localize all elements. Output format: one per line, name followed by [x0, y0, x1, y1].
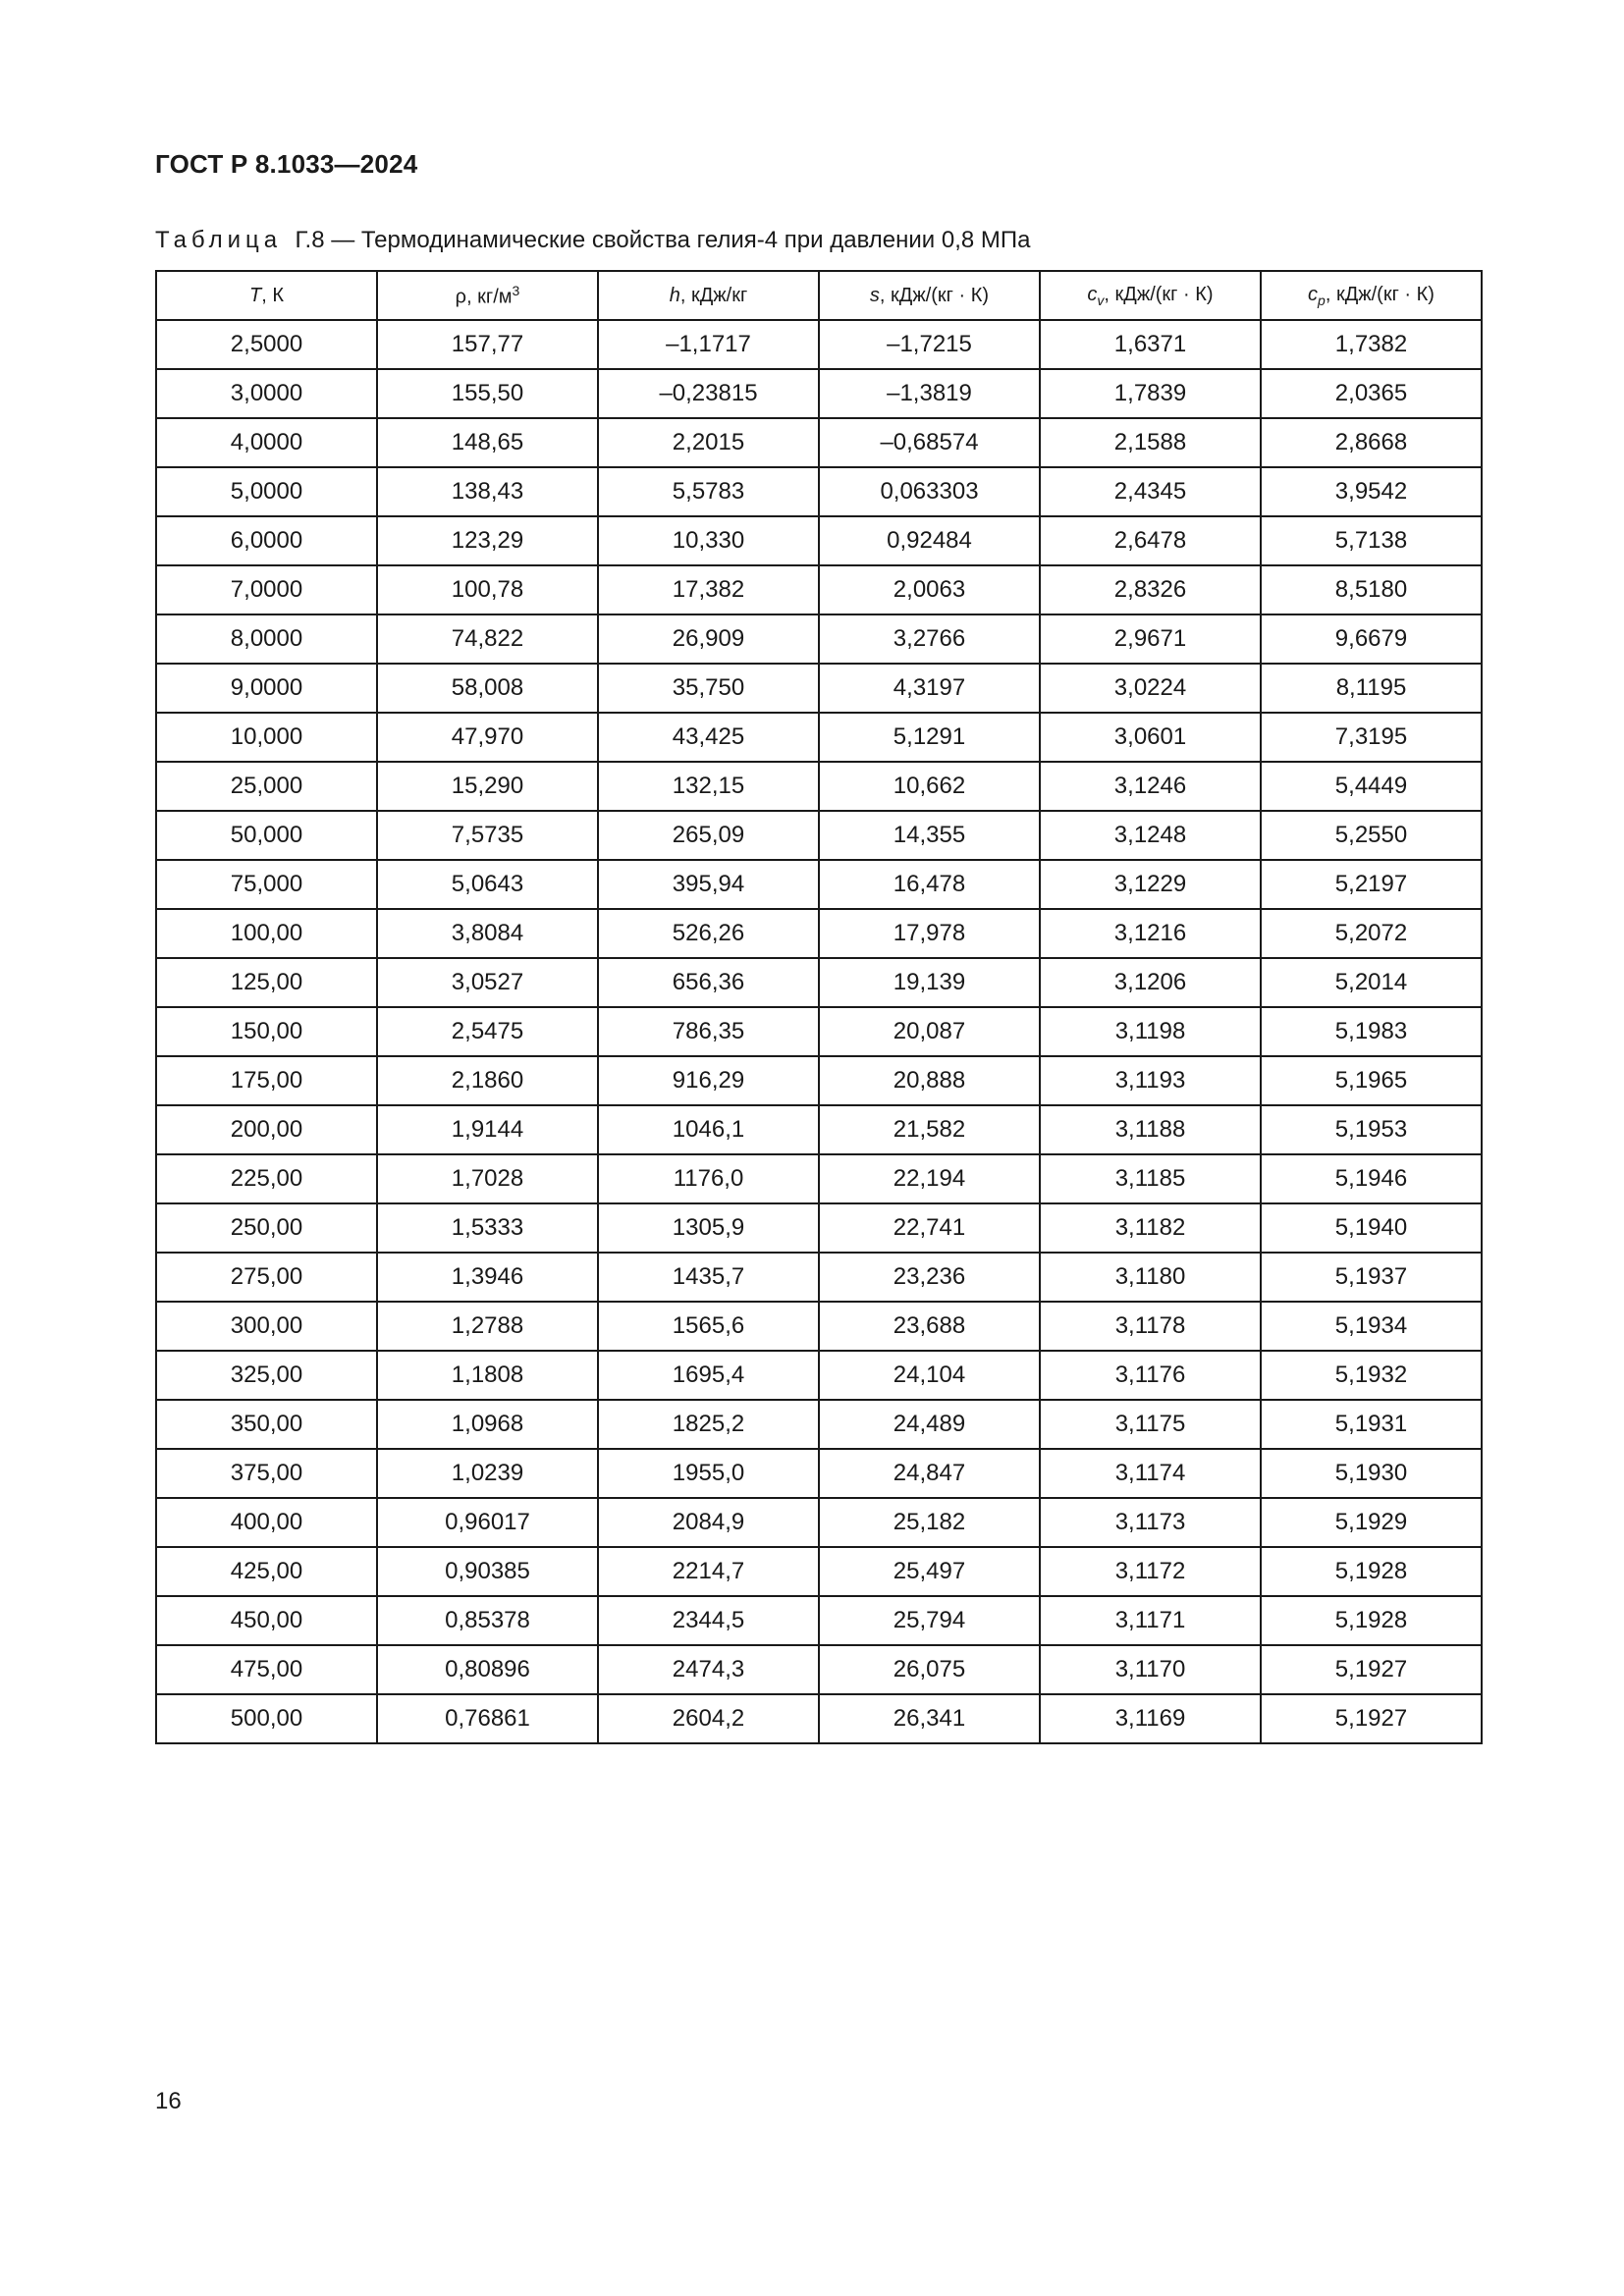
cell-enthalpy: 132,15: [598, 762, 819, 811]
cell-enthalpy: 1435,7: [598, 1253, 819, 1302]
cell-entropy: 0,063303: [819, 467, 1040, 516]
cell-density: 123,29: [377, 516, 598, 565]
cell-cv: 3,1172: [1040, 1547, 1261, 1596]
cell-enthalpy: 1046,1: [598, 1105, 819, 1154]
cell-cv: 2,4345: [1040, 467, 1261, 516]
cell-enthalpy: 1695,4: [598, 1351, 819, 1400]
cell-temperature: 125,00: [156, 958, 377, 1007]
cell-temperature: 8,0000: [156, 614, 377, 664]
cell-entropy: 23,688: [819, 1302, 1040, 1351]
cell-temperature: 200,00: [156, 1105, 377, 1154]
cell-cp: 2,8668: [1261, 418, 1482, 467]
cell-temperature: 150,00: [156, 1007, 377, 1056]
cell-entropy: 14,355: [819, 811, 1040, 860]
cell-cv: 3,1185: [1040, 1154, 1261, 1203]
cell-density: 7,5735: [377, 811, 598, 860]
cell-entropy: 17,978: [819, 909, 1040, 958]
cell-cp: 3,9542: [1261, 467, 1482, 516]
cell-entropy: 25,794: [819, 1596, 1040, 1645]
cell-temperature: 250,00: [156, 1203, 377, 1253]
cell-density: 157,77: [377, 320, 598, 369]
page-number: 16: [155, 2088, 182, 2114]
cell-enthalpy: 1955,0: [598, 1449, 819, 1498]
cell-entropy: 22,741: [819, 1203, 1040, 1253]
cell-enthalpy: –0,23815: [598, 369, 819, 418]
cell-density: 0,96017: [377, 1498, 598, 1547]
cell-cv: 3,1188: [1040, 1105, 1261, 1154]
cell-entropy: 24,104: [819, 1351, 1040, 1400]
cell-temperature: 10,000: [156, 713, 377, 762]
cell-entropy: 19,139: [819, 958, 1040, 1007]
cell-density: 0,90385: [377, 1547, 598, 1596]
thermo-properties-table: [155, 270, 1483, 1744]
table-row: [156, 1547, 1482, 1596]
table-row: [156, 1007, 1482, 1056]
cell-cv: 3,1193: [1040, 1056, 1261, 1105]
table-row: [156, 1203, 1482, 1253]
cell-temperature: 425,00: [156, 1547, 377, 1596]
cell-entropy: 16,478: [819, 860, 1040, 909]
cell-entropy: 26,075: [819, 1645, 1040, 1694]
table-row: [156, 958, 1482, 1007]
cell-enthalpy: 1565,6: [598, 1302, 819, 1351]
cell-cp: 5,2014: [1261, 958, 1482, 1007]
table-row: [156, 909, 1482, 958]
table-row: [156, 1154, 1482, 1203]
cell-cv: 3,1206: [1040, 958, 1261, 1007]
cell-temperature: 3,0000: [156, 369, 377, 418]
cell-temperature: 5,0000: [156, 467, 377, 516]
cell-cv: 3,0601: [1040, 713, 1261, 762]
column-header-enthalpy: h, кДж/кг: [598, 271, 819, 320]
cell-entropy: –0,68574: [819, 418, 1040, 467]
cell-cp: 5,2550: [1261, 811, 1482, 860]
column-header-cv: $c_v$, кДж/(кг · К): [1040, 271, 1261, 320]
cell-density: 2,5475: [377, 1007, 598, 1056]
cell-entropy: 24,489: [819, 1400, 1040, 1449]
cell-enthalpy: 26,909: [598, 614, 819, 664]
cell-temperature: 300,00: [156, 1302, 377, 1351]
cell-density: 2,1860: [377, 1056, 598, 1105]
table-row: [156, 1645, 1482, 1694]
cell-entropy: 25,182: [819, 1498, 1040, 1547]
cell-cp: 5,1940: [1261, 1203, 1482, 1253]
cell-density: 1,7028: [377, 1154, 598, 1203]
cell-cv: 3,1182: [1040, 1203, 1261, 1253]
column-header-density: ρ, $кг/м^3$: [377, 271, 598, 320]
cell-temperature: 400,00: [156, 1498, 377, 1547]
cell-temperature: 375,00: [156, 1449, 377, 1498]
table-row: [156, 369, 1482, 418]
table-caption-text: Г.8 — Термодинамические свойства гелия-4 при давлении 0,8 МПа: [295, 227, 1031, 253]
cell-density: 0,85378: [377, 1596, 598, 1645]
table-row: [156, 713, 1482, 762]
column-header-entropy: s, кДж/(кг · К): [819, 271, 1040, 320]
cell-density: 1,2788: [377, 1302, 598, 1351]
cell-entropy: 5,1291: [819, 713, 1040, 762]
cell-enthalpy: 1825,2: [598, 1400, 819, 1449]
cell-temperature: 75,000: [156, 860, 377, 909]
cell-enthalpy: 2084,9: [598, 1498, 819, 1547]
cell-entropy: 26,341: [819, 1694, 1040, 1743]
cell-density: 1,0968: [377, 1400, 598, 1449]
cell-temperature: 4,0000: [156, 418, 377, 467]
table-row: [156, 1351, 1482, 1400]
cell-density: 47,970: [377, 713, 598, 762]
cell-density: 1,5333: [377, 1203, 598, 1253]
cell-entropy: –1,3819: [819, 369, 1040, 418]
cell-entropy: 4,3197: [819, 664, 1040, 713]
cell-enthalpy: 10,330: [598, 516, 819, 565]
cell-density: 3,0527: [377, 958, 598, 1007]
cell-cv: 3,1173: [1040, 1498, 1261, 1547]
cell-entropy: 20,888: [819, 1056, 1040, 1105]
table-row: [156, 1400, 1482, 1449]
table-row: [156, 1056, 1482, 1105]
table-row: [156, 516, 1482, 565]
table-header-row: [156, 271, 1482, 320]
table-row: [156, 1302, 1482, 1351]
cell-cp: 1,7382: [1261, 320, 1482, 369]
cell-cv: 2,8326: [1040, 565, 1261, 614]
cell-density: 1,3946: [377, 1253, 598, 1302]
table-row: [156, 1694, 1482, 1743]
cell-cv: 3,1229: [1040, 860, 1261, 909]
cell-cp: 5,7138: [1261, 516, 1482, 565]
table-caption-label: Таблица: [155, 227, 283, 253]
cell-cp: 5,1930: [1261, 1449, 1482, 1498]
cell-density: 100,78: [377, 565, 598, 614]
cell-enthalpy: 1305,9: [598, 1203, 819, 1253]
cell-density: 58,008: [377, 664, 598, 713]
cell-temperature: 500,00: [156, 1694, 377, 1743]
cell-temperature: 100,00: [156, 909, 377, 958]
table-row: [156, 1498, 1482, 1547]
cell-cv: 3,1248: [1040, 811, 1261, 860]
cell-enthalpy: 395,94: [598, 860, 819, 909]
cell-entropy: 3,2766: [819, 614, 1040, 664]
cell-temperature: 450,00: [156, 1596, 377, 1645]
cell-temperature: 225,00: [156, 1154, 377, 1203]
cell-enthalpy: 2,2015: [598, 418, 819, 467]
cell-cp: 5,2197: [1261, 860, 1482, 909]
cell-cp: 5,1927: [1261, 1645, 1482, 1694]
cell-cp: 5,1934: [1261, 1302, 1482, 1351]
table-row: [156, 811, 1482, 860]
cell-temperature: 325,00: [156, 1351, 377, 1400]
cell-temperature: 175,00: [156, 1056, 377, 1105]
cell-temperature: 9,0000: [156, 664, 377, 713]
cell-cv: 3,1174: [1040, 1449, 1261, 1498]
cell-cv: 3,1171: [1040, 1596, 1261, 1645]
cell-cp: 5,1932: [1261, 1351, 1482, 1400]
cell-cv: 3,1169: [1040, 1694, 1261, 1743]
cell-temperature: 2,5000: [156, 320, 377, 369]
cell-cv: 1,6371: [1040, 320, 1261, 369]
cell-enthalpy: 2214,7: [598, 1547, 819, 1596]
table-row: [156, 418, 1482, 467]
cell-enthalpy: –1,1717: [598, 320, 819, 369]
cell-cv: 3,0224: [1040, 664, 1261, 713]
cell-enthalpy: 43,425: [598, 713, 819, 762]
cell-cv: 1,7839: [1040, 369, 1261, 418]
cell-cp: 8,5180: [1261, 565, 1482, 614]
table-row: [156, 467, 1482, 516]
cell-cv: 3,1170: [1040, 1645, 1261, 1694]
cell-cp: 5,1927: [1261, 1694, 1482, 1743]
cell-cv: 3,1176: [1040, 1351, 1261, 1400]
cell-density: 74,822: [377, 614, 598, 664]
cell-density: 0,76861: [377, 1694, 598, 1743]
cell-temperature: 7,0000: [156, 565, 377, 614]
cell-entropy: 22,194: [819, 1154, 1040, 1203]
cell-cp: 5,1928: [1261, 1547, 1482, 1596]
table-row: [156, 565, 1482, 614]
column-header-temperature: T, К: [156, 271, 377, 320]
table-row: [156, 1449, 1482, 1498]
cell-cp: 8,1195: [1261, 664, 1482, 713]
cell-enthalpy: 35,750: [598, 664, 819, 713]
cell-entropy: 10,662: [819, 762, 1040, 811]
cell-cp: 5,2072: [1261, 909, 1482, 958]
cell-cp: 5,1928: [1261, 1596, 1482, 1645]
cell-cp: 2,0365: [1261, 369, 1482, 418]
cell-enthalpy: 2344,5: [598, 1596, 819, 1645]
cell-cp: 5,1983: [1261, 1007, 1482, 1056]
cell-cp: 5,1937: [1261, 1253, 1482, 1302]
cell-entropy: 25,497: [819, 1547, 1040, 1596]
cell-enthalpy: 786,35: [598, 1007, 819, 1056]
table-row: [156, 1105, 1482, 1154]
cell-enthalpy: 5,5783: [598, 467, 819, 516]
cell-enthalpy: 526,26: [598, 909, 819, 958]
cell-density: 5,0643: [377, 860, 598, 909]
table-row: [156, 1253, 1482, 1302]
cell-cp: 5,1946: [1261, 1154, 1482, 1203]
cell-entropy: 23,236: [819, 1253, 1040, 1302]
cell-density: 138,43: [377, 467, 598, 516]
cell-enthalpy: 2604,2: [598, 1694, 819, 1743]
cell-enthalpy: 17,382: [598, 565, 819, 614]
cell-temperature: 25,000: [156, 762, 377, 811]
column-header-cp: $c_p$, кДж/(кг · К): [1261, 271, 1482, 320]
cell-cv: 3,1180: [1040, 1253, 1261, 1302]
cell-enthalpy: 1176,0: [598, 1154, 819, 1203]
cell-enthalpy: 916,29: [598, 1056, 819, 1105]
cell-cp: 5,1965: [1261, 1056, 1482, 1105]
table-row: [156, 1596, 1482, 1645]
cell-cp: 5,1953: [1261, 1105, 1482, 1154]
cell-density: 1,0239: [377, 1449, 598, 1498]
cell-cv: 2,9671: [1040, 614, 1261, 664]
cell-density: 3,8084: [377, 909, 598, 958]
cell-density: 15,290: [377, 762, 598, 811]
cell-density: 1,1808: [377, 1351, 598, 1400]
table-row: [156, 320, 1482, 369]
cell-cv: 2,6478: [1040, 516, 1261, 565]
table-row: [156, 762, 1482, 811]
cell-density: 155,50: [377, 369, 598, 418]
cell-temperature: 50,000: [156, 811, 377, 860]
cell-temperature: 275,00: [156, 1253, 377, 1302]
cell-entropy: 20,087: [819, 1007, 1040, 1056]
cell-entropy: –1,7215: [819, 320, 1040, 369]
cell-entropy: 21,582: [819, 1105, 1040, 1154]
cell-density: 0,80896: [377, 1645, 598, 1694]
cell-enthalpy: 2474,3: [598, 1645, 819, 1694]
cell-temperature: 475,00: [156, 1645, 377, 1694]
cell-cp: 5,1931: [1261, 1400, 1482, 1449]
cell-cp: 7,3195: [1261, 713, 1482, 762]
document-header: ГОСТ Р 8.1033—2024: [155, 149, 418, 179]
table-row: [156, 664, 1482, 713]
cell-cv: 2,1588: [1040, 418, 1261, 467]
cell-density: 1,9144: [377, 1105, 598, 1154]
table-caption: [155, 227, 1030, 254]
cell-cp: 9,6679: [1261, 614, 1482, 664]
cell-temperature: 350,00: [156, 1400, 377, 1449]
cell-cp: 5,1929: [1261, 1498, 1482, 1547]
cell-temperature: 6,0000: [156, 516, 377, 565]
cell-enthalpy: 265,09: [598, 811, 819, 860]
cell-cv: 3,1175: [1040, 1400, 1261, 1449]
cell-cv: 3,1198: [1040, 1007, 1261, 1056]
cell-cv: 3,1216: [1040, 909, 1261, 958]
cell-entropy: 24,847: [819, 1449, 1040, 1498]
table-row: [156, 614, 1482, 664]
cell-cv: 3,1246: [1040, 762, 1261, 811]
cell-density: 148,65: [377, 418, 598, 467]
table-row: [156, 860, 1482, 909]
table-body: [156, 320, 1482, 1743]
cell-cp: 5,4449: [1261, 762, 1482, 811]
cell-entropy: 2,0063: [819, 565, 1040, 614]
cell-cv: 3,1178: [1040, 1302, 1261, 1351]
cell-entropy: 0,92484: [819, 516, 1040, 565]
cell-enthalpy: 656,36: [598, 958, 819, 1007]
